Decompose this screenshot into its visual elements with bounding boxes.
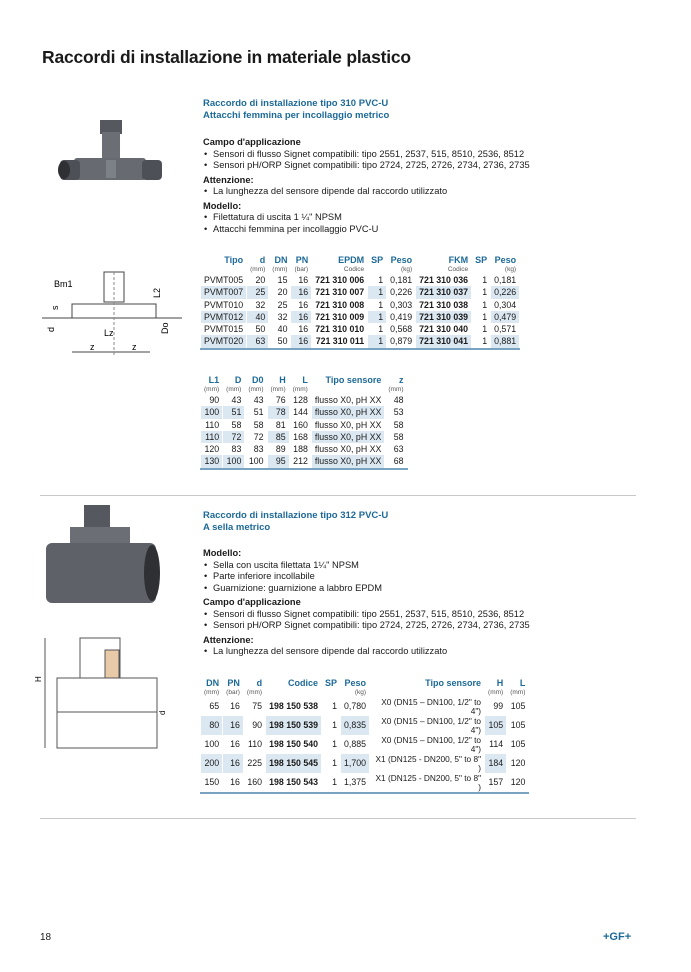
table-cell: 0,568 xyxy=(390,324,413,335)
label-l2: L2 xyxy=(152,287,162,298)
column-header-label: Tipo sensore xyxy=(425,678,482,688)
table-cell: 1 xyxy=(482,324,488,335)
table-cell: 0,479 xyxy=(491,311,519,323)
table-cell: 721 310 036 xyxy=(419,275,469,285)
column-header xyxy=(201,678,222,697)
table-cell: 50 xyxy=(255,324,266,335)
table-cell: 225 xyxy=(247,757,263,768)
table-cell: X1 (DN125 - DN200, 5" to 8" ) xyxy=(375,772,482,792)
column-header xyxy=(201,375,222,394)
label-bm1: Bm1 xyxy=(54,279,73,289)
heading-attenzione: Attenzione: xyxy=(203,174,254,185)
table-cell: PVMT010 xyxy=(204,299,244,310)
table-cell: 80 xyxy=(201,716,222,735)
table-cell: 1 xyxy=(482,299,488,310)
column-header-label: L1 xyxy=(208,375,220,385)
table-cell: 16 xyxy=(230,700,240,711)
table-cell: 721 310 040 xyxy=(419,324,469,335)
table-cell: PVMT020 xyxy=(201,335,246,347)
column-header xyxy=(507,678,528,697)
column-header xyxy=(245,375,266,394)
table-cell: 721 310 038 xyxy=(419,299,469,310)
table-cell: 1,700 xyxy=(341,754,369,773)
table-cell: 43 xyxy=(231,395,242,405)
table-cell: 110 xyxy=(205,419,220,430)
column-header-unit: (mm) xyxy=(226,386,242,393)
column-header xyxy=(244,678,265,697)
table-cell: 1 xyxy=(332,719,338,730)
column-header-label: Peso xyxy=(390,255,413,265)
bullet: • Attacchi femmina per incollaggio PVC-U xyxy=(203,224,583,236)
table-cell: 16 xyxy=(298,324,309,335)
column-header-label: d xyxy=(259,255,266,265)
table-cell: 25 xyxy=(247,286,268,298)
table-cell: 1,375 xyxy=(344,776,367,787)
table-cell: 58 xyxy=(393,419,404,430)
column-header xyxy=(201,255,246,274)
table-cell: 20 xyxy=(255,275,266,285)
table-cell: 128 xyxy=(293,395,308,405)
table-cell: 721 310 006 xyxy=(315,275,365,285)
table-row xyxy=(201,754,528,773)
table-cell: 85 xyxy=(268,431,289,443)
column-header-label: Peso xyxy=(344,678,367,688)
table-cell: 130 xyxy=(201,455,222,467)
table-cell: 1 xyxy=(332,776,338,787)
table-cell: flusso X0, pH XX xyxy=(312,455,385,467)
column-header-unit: (mm) xyxy=(270,386,286,393)
table-row xyxy=(201,697,528,716)
column-header-label: EPDM xyxy=(338,255,365,265)
table-cell: 120 xyxy=(510,776,526,787)
heading-modello: Modello: xyxy=(203,548,242,558)
table-cell: 1 xyxy=(378,275,384,285)
table-310-codes xyxy=(200,255,520,350)
table-cell: 212 xyxy=(293,456,308,467)
table-cell: 168 xyxy=(293,431,308,442)
column-header-unit: Codice xyxy=(447,266,469,273)
bullet: • La lunghezza del sensore dipende dal raccordo utilizzato xyxy=(203,186,583,198)
table-cell: 95 xyxy=(268,455,289,467)
heading-campo: Campo d'applicazione xyxy=(203,597,301,607)
section-divider xyxy=(40,495,636,496)
gf-logo: +GF+ xyxy=(603,931,632,943)
column-header-unit xyxy=(315,386,382,394)
column-header-unit: (bar) xyxy=(294,266,309,273)
table-cell: 65 xyxy=(209,700,220,711)
table-row xyxy=(201,311,519,323)
column-header-label: L xyxy=(302,375,308,385)
bullet: • Parte inferiore incollabile xyxy=(203,571,583,583)
section-divider xyxy=(40,818,636,819)
column-header-label: H xyxy=(496,678,504,688)
column-header xyxy=(368,255,386,274)
table-cell: 40 xyxy=(247,311,268,323)
column-header-unit: (mm) xyxy=(204,386,220,393)
fitting-312-diagram xyxy=(35,630,175,765)
column-header-unit: (mm) xyxy=(246,689,263,696)
label-d: d xyxy=(46,326,56,332)
column-header-unit xyxy=(371,266,383,274)
section1-title-line2: Attacchi femmina per incollaggio metrico xyxy=(203,110,390,121)
column-header-label: Tipo sensore xyxy=(325,375,382,385)
table-cell: 63 xyxy=(247,335,268,347)
column-header xyxy=(291,255,311,274)
table-cell: 198 150 543 xyxy=(269,776,318,787)
table-cell: 188 xyxy=(293,444,308,455)
column-header-unit: (mm) xyxy=(510,689,526,696)
table-cell: X1 (DN125 - DN200, 5" to 8" ) xyxy=(375,753,482,773)
table-cell: 0,571 xyxy=(494,324,517,335)
table-cell: 16 xyxy=(230,776,240,787)
section1-title xyxy=(203,98,389,122)
table-cell: 110 xyxy=(201,431,222,443)
table-cell: 99 xyxy=(493,700,504,711)
table-cell: 90 xyxy=(252,719,263,730)
section1-description xyxy=(203,134,583,235)
table-cell: 16 xyxy=(291,286,311,298)
table-cell: 90 xyxy=(209,395,220,405)
bullet: • Sensori pH/ORP Signet compatibili: tipo 2724, 2725, 2726, 2734, 2736, 2735 xyxy=(203,620,583,632)
table-cell: 58 xyxy=(253,419,264,430)
table-row xyxy=(201,455,407,467)
table-row xyxy=(201,419,407,431)
column-header xyxy=(491,255,519,274)
section2-title-line2: A sella metrico xyxy=(203,522,271,533)
table-cell: 16 xyxy=(291,335,311,347)
table-cell: 0,835 xyxy=(341,716,369,735)
section2-title-line1: Raccordo di installazione tipo 312 PVC-U xyxy=(203,510,389,521)
table-row xyxy=(201,286,519,298)
table-cell: 721 310 037 xyxy=(416,286,471,298)
section1-title-line1: Raccordo di installazione tipo 310 PVC-U xyxy=(203,98,389,109)
column-header-unit: (mm) xyxy=(292,386,308,393)
table-cell: 0,780 xyxy=(344,700,367,711)
label-z2: z xyxy=(132,342,137,352)
table-cell: 0,885 xyxy=(344,738,367,749)
table-cell: 144 xyxy=(293,407,308,418)
label-lz: Lz xyxy=(104,328,114,338)
table-cell: 32 xyxy=(255,299,266,310)
column-header-label: SP xyxy=(325,678,338,688)
bullet: • Filettatura di uscita 1 ¼" NPSM xyxy=(203,212,583,224)
table-cell: 0,879 xyxy=(390,336,413,347)
label-z: z xyxy=(90,342,95,352)
table-row xyxy=(201,274,519,286)
table-cell: 105 xyxy=(510,719,526,730)
column-header xyxy=(341,678,369,697)
table-cell: flusso X0, pH XX xyxy=(314,395,382,405)
column-header xyxy=(269,255,290,274)
table-cell: X0 (DN15 – DN100, 1/2" to 4") xyxy=(381,715,482,735)
table-cell: 16 xyxy=(223,754,243,773)
bullet: • La lunghezza del sensore dipende dal raccordo utilizzato xyxy=(203,646,583,658)
table-row xyxy=(201,431,407,443)
heading-attenzione: Attenzione: xyxy=(203,634,254,645)
table-cell: 1 xyxy=(332,700,338,711)
column-header-unit: (kg) xyxy=(400,266,413,273)
column-header-label: D0 xyxy=(252,375,264,385)
column-header-label: d xyxy=(256,678,263,688)
column-header xyxy=(472,255,490,274)
column-header-label: D xyxy=(234,375,242,385)
column-header-unit: (mm) xyxy=(488,689,504,696)
column-header xyxy=(247,255,268,274)
table-cell: 72 xyxy=(253,431,264,442)
column-header-label: Tipo xyxy=(224,255,244,265)
table-cell: 43 xyxy=(253,395,264,405)
column-header-unit xyxy=(204,266,243,274)
table-cell: 198 150 538 xyxy=(269,700,318,711)
bullet: • Sensori di flusso Signet compatibili: tipo 2551, 2537, 515, 8510, 2536, 8512 xyxy=(203,609,583,621)
table-row xyxy=(201,716,528,735)
fitting-312-photo xyxy=(40,505,165,620)
page-number: 18 xyxy=(40,932,52,943)
label-h: H xyxy=(34,676,43,682)
fitting-310-photo xyxy=(56,120,166,205)
bullet: • Sella con uscita filettata 1¼" NPSM xyxy=(203,560,583,572)
label-d: d xyxy=(158,710,167,715)
table-cell: 105 xyxy=(485,716,506,735)
table-cell: 1 xyxy=(482,336,488,347)
table-cell: 184 xyxy=(485,754,506,773)
table-cell: 58 xyxy=(231,419,242,430)
table-310-dimensions xyxy=(200,375,408,470)
column-header-label: DN xyxy=(206,678,220,688)
table-cell: 0,303 xyxy=(390,299,413,310)
bullet: • Sensori pH/ORP Signet compatibili: tipo 2724, 2725, 2726, 2734, 2736, 2735 xyxy=(203,160,583,172)
column-header xyxy=(312,255,367,274)
table-cell: 16 xyxy=(298,299,309,310)
heading-modello: Modello: xyxy=(203,200,242,211)
table-cell: 100 xyxy=(201,406,222,418)
column-header-label: SP xyxy=(475,255,488,265)
table-row xyxy=(201,394,407,406)
label-s: s xyxy=(50,305,60,310)
column-header-label: PN xyxy=(295,255,309,265)
table-cell: 0,226 xyxy=(390,287,413,298)
table-cell: X0 (DN15 – DN100, 1/2" to 4") xyxy=(381,734,482,754)
table-cell: 198 150 540 xyxy=(269,738,318,749)
table-cell: 16 xyxy=(230,738,240,749)
bullet: • Sensori di flusso Signet compatibili: tipo 2551, 2537, 515, 8510, 2536, 8512 xyxy=(203,149,583,161)
section2-title xyxy=(203,510,388,534)
table-cell: 1 xyxy=(332,757,338,768)
table-cell: 25 xyxy=(277,299,288,310)
table-cell: 40 xyxy=(277,324,288,335)
table-312 xyxy=(200,678,529,794)
column-header-unit xyxy=(475,266,487,274)
table-cell: 110 xyxy=(248,738,263,749)
table-cell: 0,419 xyxy=(390,311,413,322)
table-cell: 0,304 xyxy=(494,299,517,310)
table-cell: PVMT005 xyxy=(204,275,244,285)
table-cell: 721 310 010 xyxy=(315,324,365,335)
table-cell: 78 xyxy=(268,406,289,418)
column-header xyxy=(485,678,506,697)
table-cell: 198 150 545 xyxy=(266,754,321,773)
bullet: • Guarnizione: guarnizione a labbro EPDM xyxy=(203,583,583,595)
table-cell: 83 xyxy=(253,444,264,455)
column-header-label: PN xyxy=(227,678,240,688)
column-header-unit: (mm) xyxy=(204,689,220,696)
column-header xyxy=(290,375,311,394)
column-header xyxy=(416,255,471,274)
column-header xyxy=(322,678,340,697)
table-cell: 1 xyxy=(368,286,386,298)
column-header xyxy=(387,255,415,274)
column-header xyxy=(312,375,385,394)
table-row xyxy=(201,299,519,311)
table-cell: 89 xyxy=(275,444,286,455)
table-cell: 58 xyxy=(393,431,404,442)
table-cell: 114 xyxy=(489,738,504,749)
table-cell: 120 xyxy=(510,757,526,768)
table-cell: 1 xyxy=(368,311,386,323)
table-cell: 50 xyxy=(277,336,288,347)
column-header xyxy=(266,678,321,697)
table-cell: 16 xyxy=(291,311,311,323)
table-cell: 100 xyxy=(248,456,264,467)
column-header-label: Peso xyxy=(494,255,517,265)
table-cell: 157 xyxy=(488,776,504,787)
section2-description xyxy=(203,545,583,658)
table-cell: 83 xyxy=(231,444,242,455)
column-header-unit: (mm) xyxy=(272,266,288,273)
page-title: Raccordi di installazione in materiale plastico xyxy=(42,47,411,67)
table-cell: 105 xyxy=(510,738,526,749)
table-cell: 1 xyxy=(332,738,338,749)
column-header xyxy=(223,678,243,697)
table-row xyxy=(201,335,519,347)
heading-campo: Campo d'applicazione xyxy=(203,137,301,147)
table-cell: PVMT007 xyxy=(201,286,246,298)
column-header xyxy=(370,678,484,697)
column-header-unit: (mm) xyxy=(248,386,264,393)
table-cell: 200 xyxy=(201,754,222,773)
table-cell: 51 xyxy=(253,407,264,418)
label-do: Do xyxy=(160,322,170,334)
table-cell: 1 xyxy=(378,324,384,335)
table-cell: 20 xyxy=(277,287,288,298)
table-cell: 198 150 539 xyxy=(266,716,321,735)
column-header-label: DN xyxy=(274,255,288,265)
table-cell: 16 xyxy=(298,275,309,285)
table-cell: flusso X0, pH XX xyxy=(312,431,385,443)
table-cell: 75 xyxy=(252,700,263,711)
table-cell: 150 xyxy=(204,776,220,787)
table-cell: X0 (DN15 – DN100, 1/2" to 4") xyxy=(381,696,482,716)
table-row xyxy=(201,735,528,754)
column-header xyxy=(385,375,406,394)
table-cell: 0,181 xyxy=(390,275,413,285)
column-header-unit xyxy=(325,689,337,697)
column-header-label: z xyxy=(399,375,404,385)
table-cell: 105 xyxy=(510,700,526,711)
table-cell: 1 xyxy=(482,275,488,285)
table-cell: 51 xyxy=(223,406,244,418)
column-header-unit: (mm) xyxy=(250,266,266,273)
column-header xyxy=(268,375,289,394)
table-cell: 100 xyxy=(223,455,244,467)
column-header-unit: Codice xyxy=(343,266,365,273)
table-cell: flusso X0, pH XX xyxy=(314,444,382,455)
table-cell: 721 310 007 xyxy=(315,287,365,298)
table-cell: 100 xyxy=(204,738,220,749)
table-row xyxy=(201,406,407,418)
table-cell: 1 xyxy=(482,311,488,322)
table-cell: 81 xyxy=(275,419,286,430)
table-cell: 72 xyxy=(223,431,244,443)
column-header xyxy=(223,375,244,394)
table-cell: 15 xyxy=(277,275,288,285)
column-header-unit xyxy=(269,689,318,697)
column-header-unit: (bar) xyxy=(226,689,240,696)
table-row xyxy=(201,773,528,792)
table-cell: PVMT015 xyxy=(204,324,244,335)
table-cell: 63 xyxy=(393,444,404,455)
table-cell: 68 xyxy=(393,456,404,467)
table-cell: 76 xyxy=(275,395,286,405)
column-header-label: SP xyxy=(371,255,384,265)
column-header-unit: (kg) xyxy=(504,266,517,273)
table-cell: flusso X0, pH XX xyxy=(314,419,382,430)
table-cell: 0,181 xyxy=(494,275,517,285)
column-header-unit xyxy=(373,689,481,697)
column-header-label: H xyxy=(279,375,286,385)
table-cell: 721 310 008 xyxy=(315,299,365,310)
table-cell: 160 xyxy=(247,776,263,787)
table-cell: 48 xyxy=(393,395,404,405)
table-cell: 53 xyxy=(393,407,404,418)
table-cell: PVMT012 xyxy=(201,311,246,323)
column-header-label: FKM xyxy=(448,255,469,265)
table-row xyxy=(201,443,407,455)
column-header-label: Codice xyxy=(287,678,318,688)
table-cell: 160 xyxy=(293,419,308,430)
table-cell: 0,881 xyxy=(491,335,519,347)
table-cell: 16 xyxy=(223,716,243,735)
table-cell: 721 310 039 xyxy=(416,311,471,323)
table-cell: flusso X0, pH XX xyxy=(312,406,385,418)
table-cell: 0,226 xyxy=(491,286,519,298)
column-header-unit: (mm) xyxy=(388,386,404,393)
table-cell: 1 xyxy=(368,335,386,347)
table-cell: 120 xyxy=(204,444,220,455)
column-header-label: L xyxy=(519,678,526,688)
table-cell: 1 xyxy=(378,299,384,310)
table-cell: 1 xyxy=(482,287,488,298)
table-cell: 721 310 011 xyxy=(315,336,365,347)
fitting-310-diagram xyxy=(22,272,197,367)
table-cell: 721 310 041 xyxy=(416,335,471,347)
table-row xyxy=(201,323,519,335)
column-header-unit: (kg) xyxy=(354,689,367,696)
table-cell: 32 xyxy=(277,311,288,322)
table-cell: 721 310 009 xyxy=(315,311,365,322)
